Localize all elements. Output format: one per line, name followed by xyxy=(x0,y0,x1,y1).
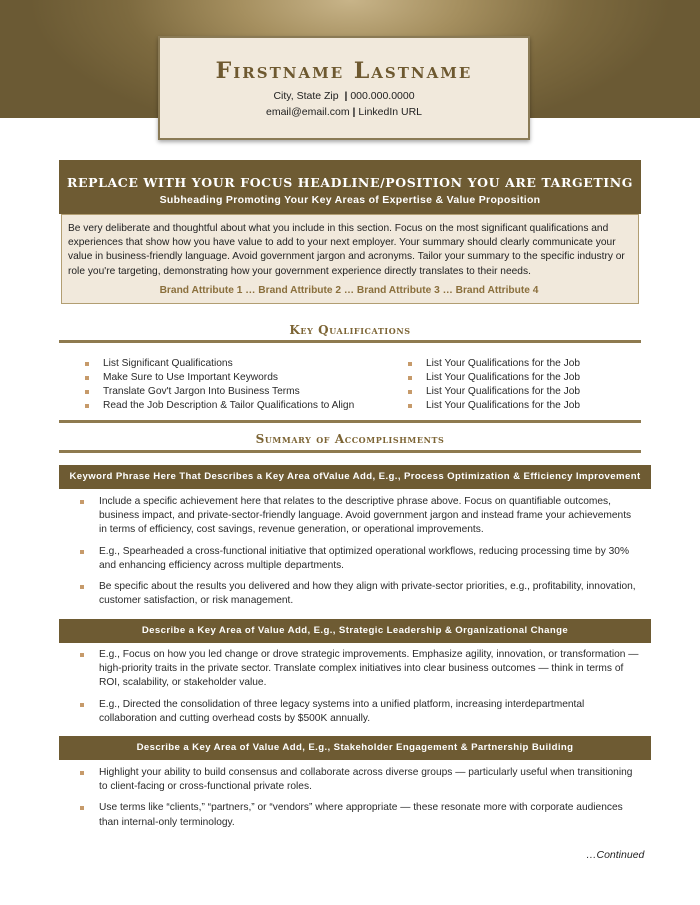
summary-text: Be very deliberate and thoughtful about what you include in this section. Focus on the most significant qualifications and experiences that show how you have value to add to your next employer. Your summary should clearly communicate your value in business-friendly language. Avoid government jargon and acronyms. Tailor your summary to the specific industry or role you're targeting, demonstrating how your government experience directly translates to their needs. xyxy=(68,223,625,277)
accomplishment-heading: Describe a Key Area of Value Add, E.g., Strategic Leadership & Organizational Change xyxy=(59,619,651,643)
qualifications-right xyxy=(406,357,646,413)
email: email@email.com xyxy=(265,106,350,118)
list-item: List Your Qualifications for the Job xyxy=(406,371,646,385)
list-item: List Significant Qualifications xyxy=(83,357,393,371)
square-bullet-icon xyxy=(80,806,84,810)
key-qualifications-title: Key Qualifications xyxy=(289,323,411,337)
square-bullet-icon xyxy=(408,390,412,394)
linkedin-url: LinkedIn URL xyxy=(358,106,423,118)
square-bullet-icon xyxy=(80,550,84,554)
brand-attributes: Brand Attribute 1 … Brand Attribute 2 … Brand Attribute 3 … Brand Attribute 4 xyxy=(159,284,539,296)
list-item: E.g., Focus on how you led change or drove strategic improvements. Emphasize agility, innovation, or transformation — high-priority traits in the private sector. Translate complex initiatives into clear business outcomes — think in terms of ROI, scalability, or stakeholder value. xyxy=(80,648,640,691)
headline-subtitle: Subheading Promoting Your Key Areas of Expertise & Value Proposition xyxy=(159,194,541,206)
separator: | xyxy=(352,106,356,118)
square-bullet-icon xyxy=(80,500,84,504)
qualifications-left xyxy=(83,357,393,413)
city-state: City, State Zip xyxy=(273,90,339,102)
header-card xyxy=(158,36,530,140)
list-item: List Your Qualifications for the Job xyxy=(406,385,646,399)
square-bullet-icon xyxy=(80,771,84,775)
square-bullet-icon xyxy=(408,404,412,408)
headline-banner xyxy=(59,160,641,214)
section-rule xyxy=(59,420,641,423)
section-rule xyxy=(59,340,641,343)
accomplishments-title: Summary of Accomplishments xyxy=(255,432,445,446)
list-item: E.g., Directed the consolidation of three legacy systems into a unified platform, increasing interdepartmental collaboration and cutting overhead costs by $500K annually. xyxy=(80,698,640,726)
square-bullet-icon xyxy=(85,362,89,366)
summary-box xyxy=(61,214,639,304)
headline-title: REPLACE WITH YOUR FOCUS HEADLINE/POSITION YOU ARE TARGETING xyxy=(66,175,634,190)
contact-line-2 xyxy=(160,104,528,120)
list-item: Include a specific achievement here that relates to the descriptive phrase above. Focus on quantifiable outcomes, business impact, and private-sector-friendly language. Avoid government jargon and instead frame your achievements in terms of efficiency, cost savings, revenue generation, or operational improvements. xyxy=(80,495,640,538)
contact-line-1 xyxy=(160,88,528,104)
square-bullet-icon xyxy=(80,653,84,657)
square-bullet-icon xyxy=(80,585,84,589)
accomplishment-list xyxy=(80,766,640,830)
list-item: Read the Job Description & Tailor Qualifications to Align xyxy=(83,399,393,413)
list-item: Translate Gov't Jargon Into Business Terms xyxy=(83,385,393,399)
list-item: List Your Qualifications for the Job xyxy=(406,399,646,413)
list-item: Be specific about the results you delivered and how they align with private-sector priorities, e.g., profitability, innovation, customer satisfaction, or risk management. xyxy=(80,580,640,608)
list-item: Highlight your ability to build consensus and collaborate across diverse groups — particularly useful when transitioning to client-facing or cross-functional private roles. xyxy=(80,766,640,794)
phone: 000.000.0000 xyxy=(350,90,415,102)
accomplishment-heading: Keyword Phrase Here That Describes a Key Area ofValue Add, E.g., Process Optimization & Efficiency Improvement xyxy=(59,465,651,489)
list-item: List Your Qualifications for the Job xyxy=(406,357,646,371)
section-rule xyxy=(59,450,641,453)
square-bullet-icon xyxy=(85,390,89,394)
candidate-name: Firstname Lastname xyxy=(215,58,473,84)
separator: | xyxy=(344,90,348,102)
continued-note: …Continued xyxy=(586,849,645,861)
square-bullet-icon xyxy=(80,703,84,707)
square-bullet-icon xyxy=(85,376,89,380)
square-bullet-icon xyxy=(408,376,412,380)
list-item: Use terms like “clients,” “partners,” or “vendors” where appropriate — these resonate more with corporate audiences than internal-only terminology. xyxy=(80,801,640,829)
list-item: E.g., Spearheaded a cross-functional initiative that optimized operational workflows, reducing processing time by 30% and enhancing efficiency across multiple departments. xyxy=(80,545,640,573)
list-item: Make Sure to Use Important Keywords xyxy=(83,371,393,385)
square-bullet-icon xyxy=(85,404,89,408)
accomplishment-heading: Describe a Key Area of Value Add, E.g., Stakeholder Engagement & Partnership Building xyxy=(59,736,651,760)
accomplishment-list xyxy=(80,495,640,608)
square-bullet-icon xyxy=(408,362,412,366)
accomplishment-list xyxy=(80,648,640,726)
